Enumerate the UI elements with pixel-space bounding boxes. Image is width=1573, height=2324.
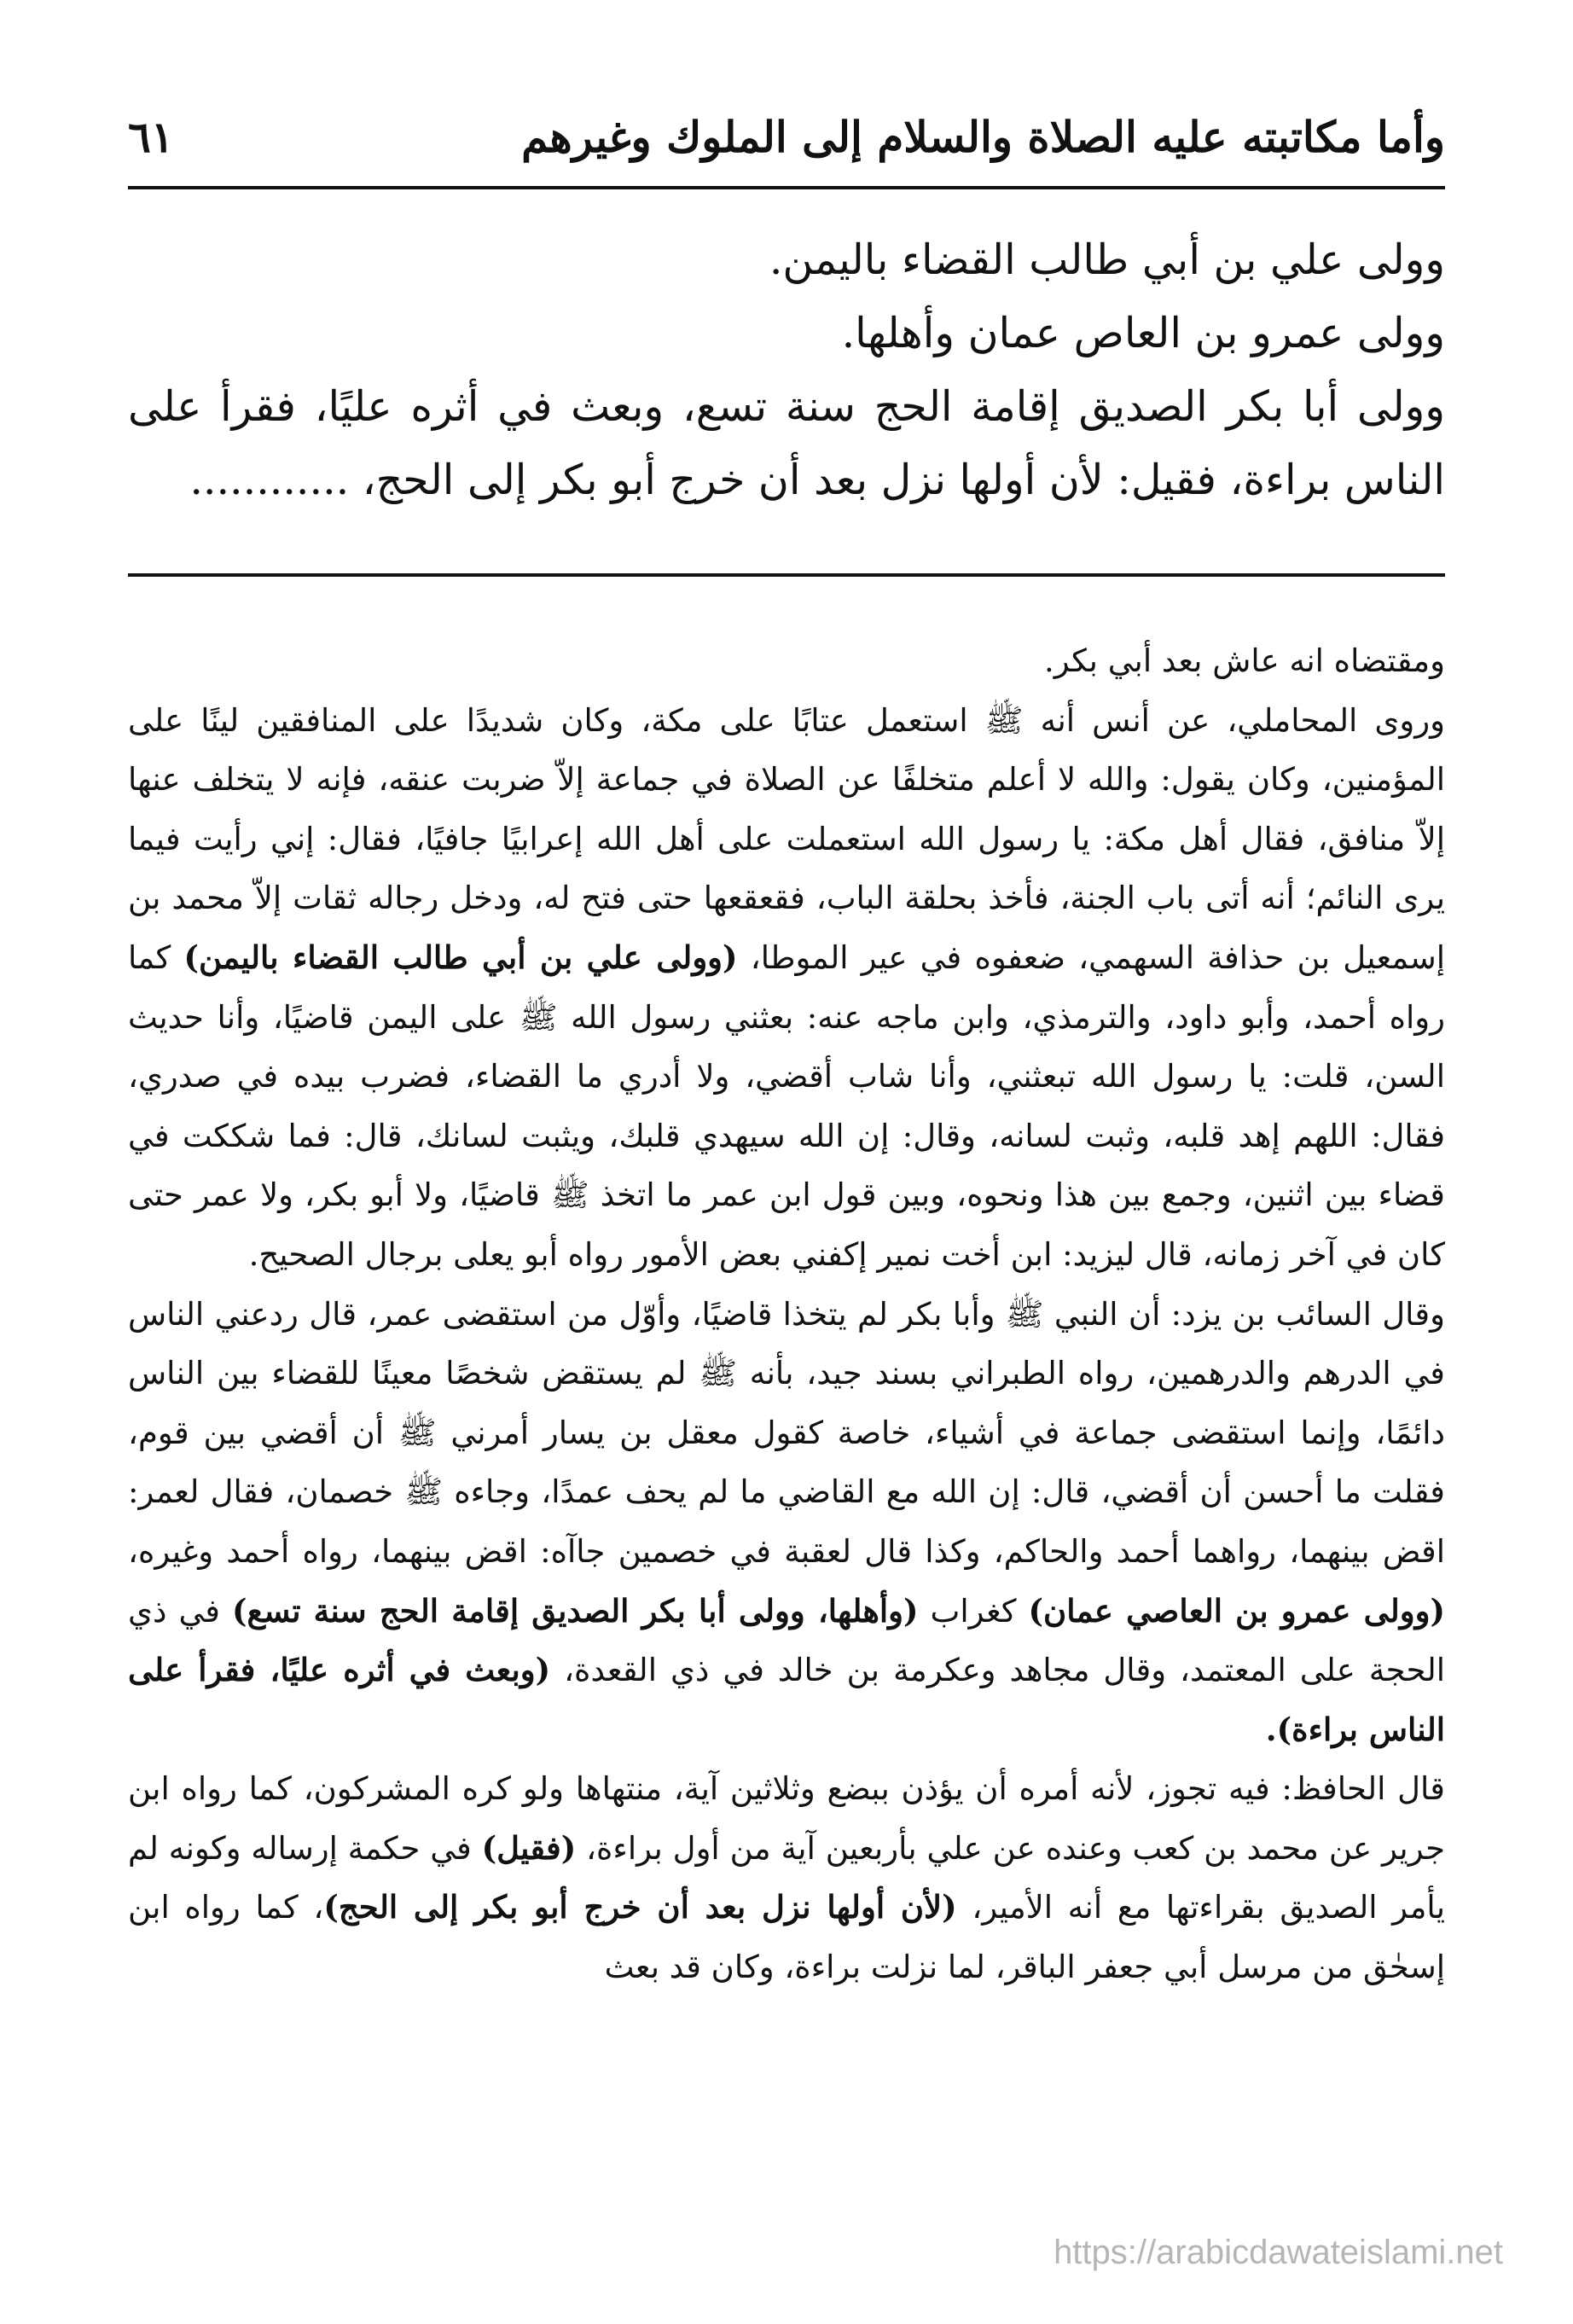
matn-line: وولى عمرو بن العاص عمان وأهلها.: [841, 309, 1445, 357]
watermark: https://arabicdawateislami.net: [1054, 2234, 1503, 2271]
quoted-matn-segment: (وأهلها، وولى أبا بكر الصديق إقامة الحج سنة تسع): [232, 1591, 919, 1630]
commentary-segment: في ذي الحجة على المعتمد، وقال مجاهد وعكرمة بن خالد في ذي القعدة،: [128, 1592, 1445, 1689]
commentary-paragraph: [128, 631, 1445, 691]
commentary-segment: كغراب: [918, 1592, 1029, 1630]
commentary-segment: في حكمة إرساله وكونه لم يأمر الصديق بقراءتها مع أنه الأمير،: [128, 1829, 1445, 1926]
matn-line: وولى علي بن أبي طالب القضاء باليمن.: [769, 235, 1445, 284]
quoted-matn-segment: (وولى علي بن أبي طالب القضاء باليمن): [183, 938, 738, 976]
commentary-segment: ، كما رواه ابن إسحٰق من مرسل أبي جعفر الباقر، لما نزلت براءة، وكان قد بعث: [128, 1889, 1445, 1986]
commentary-segment: وقال السائب بن يزد: أن النبي ﷺ وأبا بكر لم يتخذا قاضيًا، وأوّل من استقضى عمر، قال ردعني الناس في الدرهم والدرهمين، رواه الطبراني بسند جيد، بأنه ﷺ لم يستقض شخصًا معينًا للقضاء بين الناس دائمًا، وإنما استقضى جماعة في أشياء، خاصة كقول معقل بن يسار أمرني ﷺ أن أقضي بين قوم، فقلت ما أحسن أن أقضي، قال: إن الله مع القاضي ما لم يحف عمدًا، وجاءه ﷺ خصمان، فقال لعمر: اقض بينهما، رواهما أحمد والحاكم، وكذا قال لعقبة في خصمين جاآه: اقض بينهما، رواه أحمد وغيره،: [128, 1295, 1445, 1570]
commentary-segment: ومقتضاه انه عاش بعد أبي بكر.: [1044, 642, 1445, 679]
quoted-matn-segment: (فقيل): [481, 1828, 577, 1867]
commentary-text: [128, 631, 1445, 1997]
commentary-paragraph: [128, 691, 1445, 1285]
quoted-matn-segment: (وبعث في أثره عليًا، فقرأ على الناس براءة).: [128, 1651, 1445, 1748]
commentary-segment: كما رواه أحمد، وأبو داود، والترمذي، وابن ماجه عنه: بعثني رسول الله ﷺ على اليمن قاضيًا، وأنا حديث السن، قلت: يا رسول الله تبعثني، وأنا شاب أقضي، ولا أدري ما القضاء، فضرب بيده في صدري، فقال: اللهم إهد قلبه، وثبت لسانه، وقال: إن الله سيهدي قلبك، ويثبت لسانك، قال: فما شككت في قضاء بين اثنين، وجمع بين هذا ونحوه، وبين قول ابن عمر ما اتخذ ﷺ قاضيًا، ولا أبو بكر، ولا عمر حتى كان في آخر زمانه، قال ليزيد: ابن أخت نمير إكفني بعض الأمور رواه أبو يعلى برجال الصحيح.: [128, 938, 1445, 1273]
running-header: [128, 94, 1445, 162]
commentary-segment: وروى المحاملي، عن أنس أنه ﷺ استعمل عتابًا على مكة، وكان شديدًا على المنافقين لينًا على المؤمنين، وكان يقول: والله لا أعلم متخلفًا عن الصلاة في جماعة إلاّ ضربت عنقه، فإنه لا يتخلف عنها إلاّ منافق، فقال أهل مكة: يا رسول الله استعملت على أهل الله إعرابيًا جافيًا، فقال: إني رأيت فيما يرى النائم؛ أنه أتى باب الجنة، فأخذ بحلقة الباب، فقعقعها حتى فتح له، ودخل رجاله ثقات إلاّ محمد بن إسمعيل بن حذافة السهمي، ضعفوه في عير الموطا،: [128, 701, 1446, 976]
quoted-matn-segment: (وولى عمرو بن العاصي عمان): [1028, 1591, 1445, 1630]
page-number: ٦١: [128, 112, 174, 162]
commentary-paragraph: [128, 1759, 1445, 1996]
running-title: وأما مكاتبته عليه الصلاة والسلام إلى الملوك وغيرهم: [521, 112, 1445, 162]
matn-text: [128, 224, 1445, 517]
matn-line: وولى أبا بكر الصديق إقامة الحج سنة تسع، وبعث في أثره عليًا، فقرأ على الناس براءة، فقيل: لأن أولها نزل بعد أن خرج أبو بكر إلى الحج، ............: [128, 382, 1445, 504]
quoted-matn-segment: (لأن أولها نزل بعد أن خرج أبو بكر إلى الحج): [323, 1888, 957, 1926]
commentary-paragraph: [128, 1285, 1445, 1760]
header-rule: [128, 186, 1445, 189]
commentary-segment: قال الحافظ: فيه تجوز، لأنه أمره أن يؤذن ببضع وثلاثين آية، منتهاها ولو كره المشركون، كما رواه ابن جرير عن محمد بن كعب وعنده عن علي بأربعين آية من أول براءة،: [128, 1770, 1445, 1867]
section-divider: [128, 573, 1445, 577]
